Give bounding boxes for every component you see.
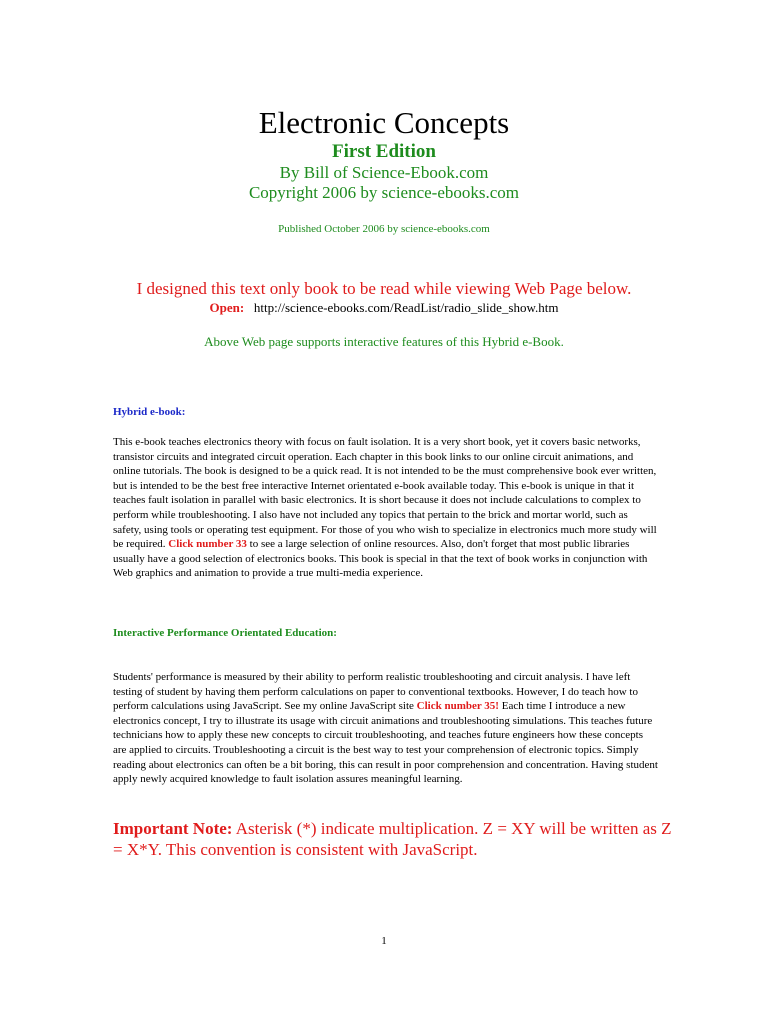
hybrid-paragraph <box>113 435 658 581</box>
open-url-link[interactable]: http://science-ebooks.com/ReadList/radio_slide_show.htm <box>253 300 559 315</box>
interactive-heading: Interactive Performance Orientated Education: <box>113 627 337 639</box>
click-number-35-link[interactable]: Click number 35! <box>416 700 499 713</box>
copyright-line: Copyright 2006 by science-ebooks.com <box>248 183 520 202</box>
hybrid-text-after: to see a large selection of online resources. Also, don't forget that most public libraries usually have a good selection of electronics books. This book is special in that the text of book works in conjunction with Web graphics and animation to provide a true multi-media experience. <box>113 538 648 580</box>
important-note-label: Important Note: <box>113 819 233 838</box>
important-note <box>113 818 673 860</box>
reading-notice: I designed this text only book to be read while viewing Web Page below. <box>136 279 632 298</box>
open-url-line <box>0 299 768 316</box>
page-number: 1 <box>381 935 387 947</box>
book-title: Electronic Concepts <box>258 105 510 140</box>
interactive-paragraph <box>113 670 658 787</box>
important-note-text: Asterisk (*) indicate multiplication. Z = XY will be written as Z = X*Y. This convention is consistent with JavaScript. <box>113 819 672 859</box>
published-line: Published October 2006 by science-ebooks.com <box>278 223 490 235</box>
open-label: Open: <box>209 300 245 315</box>
interactive-text-before: Students' performance is measured by their ability to perform realistic troubleshooting and circuit analysis. I have left testing of student by having them perform calculations on paper to conventional textbooks. However, I do teach how to perform calculations using JavaScript. See my online JavaScript site <box>113 671 638 713</box>
interactive-features-note: Above Web page supports interactive features of this Hybrid e-Book. <box>204 334 564 349</box>
interactive-text-after: Each time I introduce a new electronics concept, I try to illustrate its usage with circuit animations and troubleshooting simulations. This teaches future technicians how to apply these new concepts to circuit troubleshooting, and teaches future engineers how these concepts are applied to circuits. Troubleshooting a circuit is the best way to test your comprehension of electronic topics. Simply reading about electronics can often be a bit boring, this can result in poor comprehension and concentration. Having student apply newly acquired knowledge to fault isolation assures meaningful learning. <box>113 700 658 786</box>
author-byline: By Bill of Science-Ebook.com <box>279 163 489 182</box>
hybrid-text-before: This e-book teaches electronics theory with focus on fault isolation. It is a very short book, yet it covers basic networks, transistor circuits and integrated circuit operation. Each chapter in this book links to our online circuit animations, and online tutorials. The book is designed to be a quick read. It is not intended to be the must comprehensive book ever written, but is intended to be the best free interactive Internet orientated e-book available today. This e-book is unique in that it teaches fault isolation in parallel with basic electronics. It is short because it does not include calculations to complex to perform while troubleshooting. I also have not included any topics that pertain to the brick and mortar world, such as safety, using tools or operating test equipment. For those of you who wish to specialize in electronics much more study will be required. <box>113 436 657 551</box>
edition-label: First Edition <box>332 141 436 162</box>
hybrid-heading: Hybrid e-book: <box>113 406 186 418</box>
click-number-33-link[interactable]: Click number 33 <box>168 538 247 551</box>
